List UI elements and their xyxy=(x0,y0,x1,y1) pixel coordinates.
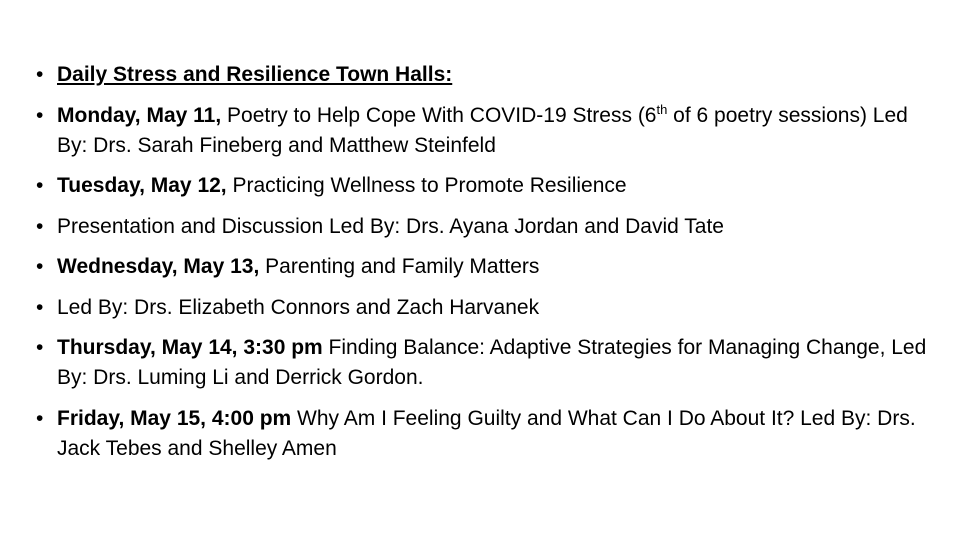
bullet-icon: • xyxy=(36,295,44,319)
list-item-friday xyxy=(36,404,936,464)
schedule-bullet-list xyxy=(36,60,936,474)
friday-date: Friday, May 15, 4:00 pm xyxy=(57,406,292,430)
thursday-date: Thursday, May 14, 3:30 pm xyxy=(57,336,323,359)
bullet-icon: • xyxy=(36,255,44,278)
bullet-icon: • xyxy=(36,63,44,86)
monday-description-b: of 6 poetry sessions) Led By: Drs. Sarah Fineberg and Matthew Steinfeld xyxy=(57,103,908,157)
town-halls-heading: Daily Stress and Resilience Town Halls: xyxy=(57,63,453,86)
bullet-icon: • xyxy=(36,336,44,359)
bullet-icon: • xyxy=(36,103,44,127)
list-item-tuesday-presenters xyxy=(36,212,936,242)
monday-description-a: Poetry to Help Cope With COVID-19 Stress (6 xyxy=(221,103,657,127)
wednesday-description: Parenting and Family Matters xyxy=(259,255,540,278)
ordinal-superscript: th xyxy=(656,101,668,117)
list-item-monday xyxy=(36,101,936,161)
list-item-thursday xyxy=(36,333,936,393)
list-item-heading xyxy=(36,60,936,90)
list-item-wednesday-presenters xyxy=(36,293,936,323)
tuesday-presenters: Presentation and Discussion Led By: Drs. Ayana Jordan and David Tate xyxy=(57,214,724,238)
list-item-tuesday xyxy=(36,171,936,201)
list-item-wednesday xyxy=(36,252,936,282)
monday-date: Monday, May 11, xyxy=(57,103,222,127)
bullet-icon: • xyxy=(36,406,44,430)
bullet-icon: • xyxy=(36,174,44,197)
bullet-icon: • xyxy=(36,214,44,238)
friday-description: Why Am I Feeling Guilty and What Can I Do About It? Led By: Drs. Jack Tebes and Shelley Amen xyxy=(57,406,916,460)
tuesday-description: Practicing Wellness to Promote Resilience xyxy=(226,174,627,197)
thursday-description: Finding Balance: Adaptive Strategies for Managing Change, Led By: Drs. Luming Li and Derrick Gordon. xyxy=(57,336,927,389)
tuesday-date: Tuesday, May 12, xyxy=(57,174,227,197)
wednesday-presenters: Led By: Drs. Elizabeth Connors and Zach Harvanek xyxy=(57,295,540,319)
wednesday-date: Wednesday, May 13, xyxy=(57,255,260,278)
